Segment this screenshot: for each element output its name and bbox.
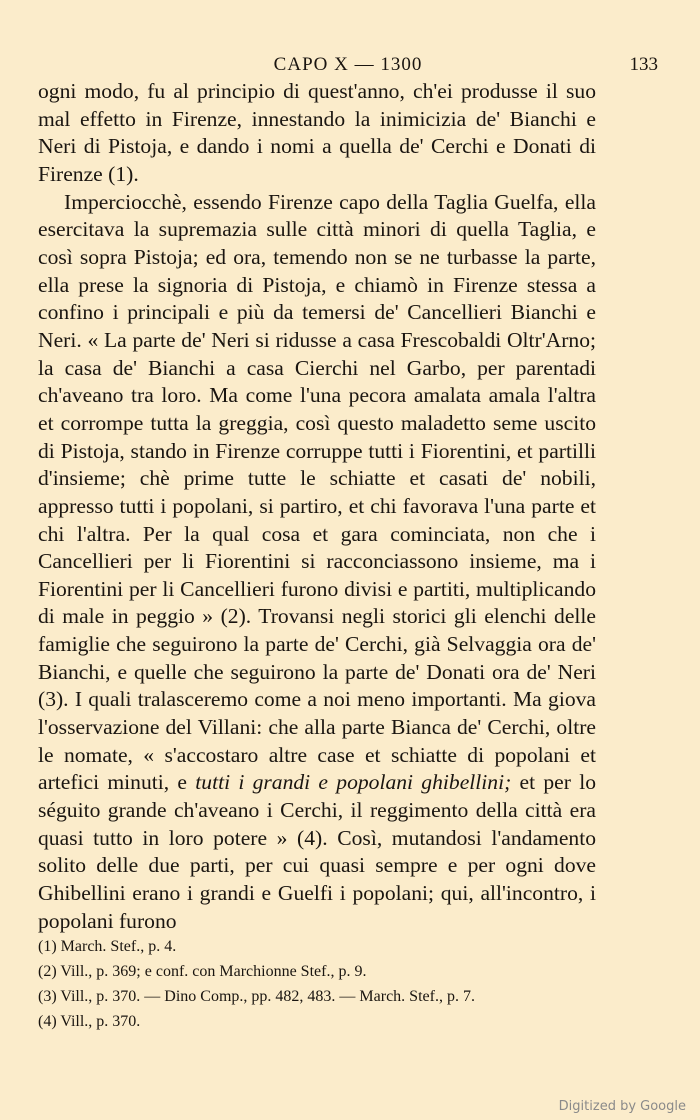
footnotes: [38, 934, 638, 1034]
paragraph-text: et per lo séguito grande ch'aveano i Cerchi, il reggimento della città era quasi tutto in loro potere » (4). Così, mutandosi l'andamento solito delle due parti, per cui quasi sempre e per ogni dove Ghibellini erano i grandi e Guelfi i popolani; qui, all'incontro, i popolani furono: [38, 770, 596, 933]
running-head: CAPO X — 1300: [273, 54, 423, 75]
page-number: 133: [629, 54, 658, 75]
paragraph: [38, 189, 596, 936]
footnote: (1) March. Stef., p. 4.: [38, 938, 177, 955]
paragraph-continued: ogni modo, fu al principio di quest'anno, ch'ei produsse il suo mal effetto in Firenze, innestando la inimicizia de' Bianchi e Neri di Pistoja, e dando i nomi a quella de' Cerchi e Donati di Firenze (1).: [38, 79, 596, 186]
page-header: [38, 54, 658, 80]
body-text: [38, 78, 596, 935]
footnote: (4) Vill., p. 370.: [38, 1013, 141, 1030]
paragraph-text: Imperciocchè, essendo Firenze capo della Taglia Guelfa, ella esercitava la supremazia sulle città minori di quella Taglia, e così sopra Pistoja; ed ora, temendo non se ne turbasse la parte, ella prese la signoria di Pistoja, e chiamò in Firenze stessa a confino i principali e più da temersi de' Cancellieri Bianchi e Neri. « La parte de' Neri si ridusse a casa Frescobaldi Oltr'Arno; la casa de' Bianchi a casa Cierchi nel Garbo, per parentadi ch'aveano tra loro. Ma come l'una pecora amalata amala l'altra et corrompe tutta la greggia, così questo maladetto seme uscito di Pistoja, stando in Firenze corruppe tutti i Fiorentini, et partilli d'insieme; chè prime tutte le schiatte et casati de' nobili, appresso tutti i popolani, si partiro, et chi favorava l'una parte et chi l'altra. Per la qual cosa et gara cominciata, non che i Cancellieri per li Fiorentini si racconciassono insieme, ma i Fiorentini per li Cancellieri furono divisi e partiti, multiplicando di male in peggio » (2). Trovansi negli storici gli elenchi delle famiglie che seguirono la parte de' Cerchi, già Selvaggia ora de' Bianchi, e quelle che seguirono la parte de' Donati ora de' Neri (3). I quali tralasceremo come a noi meno importanti. Ma giova l'osservazione del Villani: che alla parte Bianca de' Cerchi, oltre le nomate, « s'accostaro altre case et schiatte di popolani et artefici minuti, e: [38, 189, 596, 795]
footnote: (2) Vill., p. 369; e conf. con Marchionne Stef., p. 9.: [38, 963, 367, 980]
italic-quote: tutti i grandi e popolani ghibellini;: [195, 770, 512, 795]
digitization-watermark: Digitized by Google: [558, 1099, 686, 1114]
footnote: (3) Vill., p. 370. — Dino Comp., pp. 482, 483. — March. Stef., p. 7.: [38, 988, 475, 1005]
